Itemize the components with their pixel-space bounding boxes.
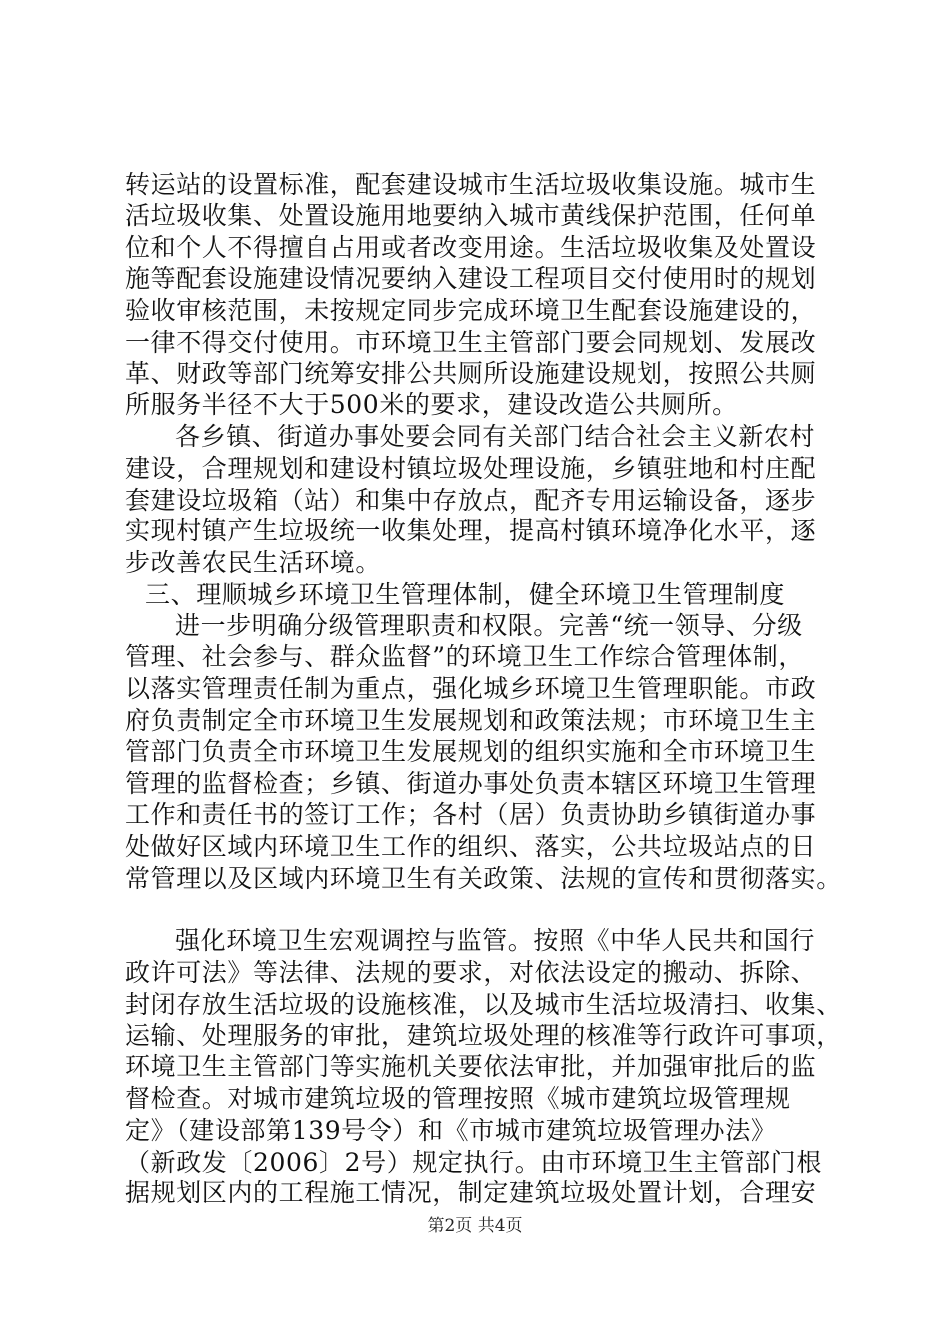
text-line: 强化环境卫生宏观调控与监管。按照《中华人民共和国行 (175, 926, 816, 956)
text-line: 位和个人不得擅自占用或者改变用途。生活垃圾收集及处置设 (125, 232, 817, 262)
page-footer: 第2页 共4页 (427, 1216, 523, 1236)
text-line: 定》（建设部第139号令）和《市城市建筑垃圾管理办法》 (125, 1115, 777, 1145)
text-line: 套建设垃圾箱（站）和集中存放点，配齐专用运输设备，逐步 (125, 485, 817, 515)
text-line: 三、理顺城乡环境卫生管理体制，健全环境卫生管理制度 (145, 579, 786, 609)
text-line: 活垃圾收集、处置设施用地要纳入城市黄线保护范围，任何单 (125, 200, 817, 230)
text-line: 实现村镇产生垃圾统一收集处理，提高村镇环境净化水平，逐 (125, 516, 817, 546)
text-line: 处做好区域内环境卫生工作的组织、落实，公共垃圾站点的日 (125, 831, 817, 861)
text-line: 以落实管理责任制为重点，强化城乡环境卫生管理职能。市政 (125, 674, 817, 704)
text-line: 所服务半径不大于500米的要求，建设改造公共厕所。 (125, 390, 738, 420)
text-line: 验收审核范围，未按规定同步完成环境卫生配套设施建设的， (125, 296, 817, 326)
text-line: （新政发〔2006〕2号）规定执行。由市环境卫生主管部门根 (125, 1147, 822, 1177)
text-line: 各乡镇、街道办事处要会同有关部门结合社会主义新农村 (175, 422, 816, 452)
text-line: 封闭存放生活垃圾的设施核准，以及城市生活垃圾清扫、收集、 (125, 989, 842, 1019)
text-line: 环境卫生主管部门等实施机关要依法审批，并加强审批后的监 (125, 1052, 817, 1082)
text-line: 据规划区内的工程施工情况，制定建筑垃圾处置计划，合理安 (125, 1178, 817, 1208)
text-line: 施等配套设施建设情况要纳入建设工程项目交付使用时的规划 (125, 264, 817, 294)
text-line: 转运站的设置标准，配套建设城市生活垃圾收集设施。城市生 (125, 170, 817, 199)
text-line: 管部门负责全市环境卫生发展规划的组织实施和全市环境卫生 (125, 736, 817, 766)
text-line: 运输、处理服务的审批，建筑垃圾处理的核准等行政许可事项， (125, 1020, 842, 1050)
text-line: 政许可法》等法律、法规的要求，对依法设定的搬动、拆除、 (125, 958, 817, 988)
text-line: 一律不得交付使用。市环境卫生主管部门要会同规划、发展改 (125, 327, 817, 357)
text-line: 步改善农民生活环境。 (125, 548, 382, 578)
text-line: 督检查。对城市建筑垃圾的管理按照《城市建筑垃圾管理规 (125, 1084, 791, 1114)
text-line: 进一步明确分级管理职责和权限。完善“统一领导、分级 (175, 610, 803, 640)
text-line: 革、财政等部门统筹安排公共厕所设施建设规划，按照公共厕 (125, 358, 817, 388)
text-line: 工作和责任书的签订工作；各村（居）负责协助乡镇街道办事 (125, 800, 817, 830)
text-line: 管理、社会参与、群众监督”的环境卫生工作综合管理体制， (125, 642, 804, 672)
text-line: 常管理以及区域内环境卫生有关政策、法规的宣传和贯彻落实。 (125, 863, 842, 893)
text-line: 府负责制定全市环境卫生发展规划和政策法规；市环境卫生主 (125, 705, 817, 735)
text-line: 管理的监督检查；乡镇、街道办事处负责本辖区环境卫生管理 (125, 768, 817, 798)
text-line: 建设，合理规划和建设村镇垃圾处理设施，乡镇驻地和村庄配 (125, 453, 817, 483)
